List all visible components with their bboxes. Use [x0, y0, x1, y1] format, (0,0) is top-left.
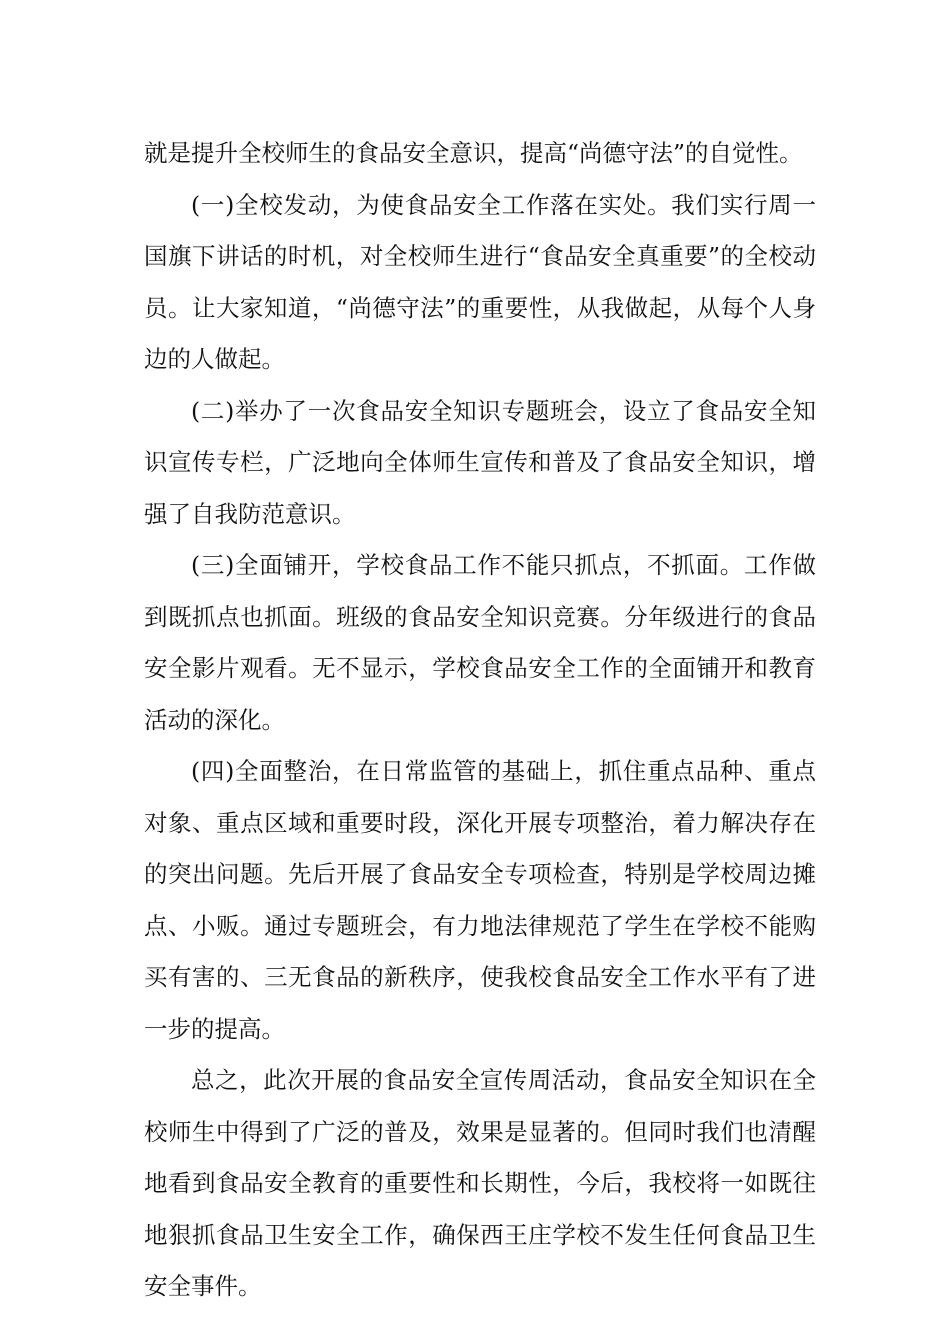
paragraph-continuation: 就是提升全校师生的食品安全意识，提高“尚德守法”的自觉性。	[144, 139, 803, 167]
paragraph-conclusion: 总之，此次开展的食品安全宣传周活动，食品安全知识在全校师生中得到了广泛的普及，效果是显著的。但同时我们也清醒地看到食品安全教育的重要性和长期性，今后，我校将一如既往地狠抓食品卫生安全工作，确保西王庄学校不发生任何食品卫生安全事件。	[144, 1066, 816, 1300]
paragraph-section-2: (二)举办了一次食品安全知识专题班会，设立了食品安全知识宣传专栏，广泛地向全体师生宣传和普及了食品安全知识，增强了自我防范意识。	[144, 396, 816, 528]
paragraph-section-3: (三)全面铺开，学校食品工作不能只抓点，不抓面。工作做到既抓点也抓面。班级的食品安全知识竞赛。分年级进行的食品安全影片观看。无不显示，学校食品安全工作的全面铺开和教育活动的深化。	[144, 551, 816, 734]
document-body	[144, 128, 816, 1313]
paragraph-section-4: (四)全面整治，在日常监管的基础上，抓住重点品种、重点对象、重点区域和重要时段，深化开展专项整治，着力解决存在的突出问题。先后开展了食品安全专项检查，特别是学校周边摊点、小贩。通过专题班会，有力地法律规范了学生在学校不能购买有害的、三无食品的新秩序，使我校食品安全工作水平有了进一步的提高。	[144, 757, 816, 1043]
paragraph-section-1: (一)全校发动，为使食品安全工作落在实处。我们实行周一国旗下讲话的时机，对全校师生进行“食品安全真重要”的全校动员。让大家知道，“尚德守法”的重要性，从我做起，从每个人身边的人做起。	[144, 190, 816, 373]
